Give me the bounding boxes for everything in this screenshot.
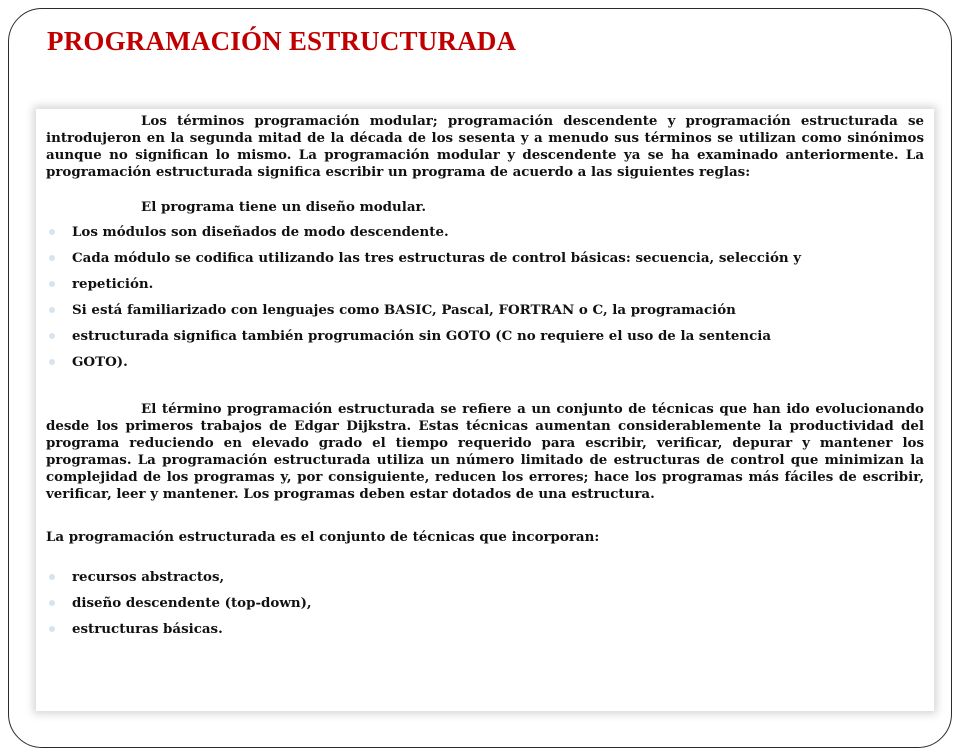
- bullet-icon: [49, 359, 55, 365]
- dijkstra-paragraph: El término programación estructurada se refiere a un conjunto de técnicas que han ido evolucionando desde los primeros trabajos de Edgar Dijkstra. Estas técnicas aumentan considerablemente la productividad del programa reduciendo en elevado grado el tiempo requerido para escribir, verificar, depurar y mantener los programas. La programación estructurada utiliza un número limitado de estructuras de control que minimizan la complejidad de los programas y, por consiguiente, reducen los errores; hace los programas más fáciles de escribir, verificar, leer y mantener. Los programas deben estar dotados de una estructura.: [46, 401, 924, 502]
- bullet-icon: [49, 255, 55, 261]
- bullet-icon: [49, 333, 55, 339]
- list-item: Cada módulo se codifica utilizando las tres estructuras de control básicas: secuencia, selección y: [46, 245, 924, 271]
- list-item: GOTO).: [46, 349, 924, 375]
- slide-title: PROGRAMACIÓN ESTRUCTURADA: [47, 26, 517, 56]
- bullet-icon: [49, 626, 55, 632]
- rule-intro: El programa tiene un diseño modular.: [141, 199, 427, 215]
- list-item: estructurada significa también progrumación sin GOTO (C no requiere el uso de la sentencia: [46, 323, 924, 349]
- bullet-icon: [49, 307, 55, 313]
- bullet-icon: [49, 281, 55, 287]
- list-item: recursos abstractos,: [46, 564, 924, 590]
- content-body: [46, 113, 924, 642]
- list-item: Los módulos son diseñados de modo descendente.: [46, 219, 924, 245]
- list-item: repetición.: [46, 271, 924, 297]
- rules-list: [46, 219, 924, 375]
- techniques-list: [46, 564, 924, 642]
- intro-paragraph: Los términos programación modular; programación descendente y programación estructurada se introdujeron en la segunda mitad de la década de los sesenta y a menudo sus términos se utilizan como sinónimos aunque no significan lo mismo. La programación modular y descendente ya se ha examinado anteriormente. La programación estructurada significa escribir un programa de acuerdo a las siguientes reglas:: [46, 113, 924, 180]
- bullet-icon: [49, 574, 55, 580]
- bullet-icon: [49, 229, 55, 235]
- bullet-icon: [49, 600, 55, 606]
- list-item: Si está familiarizado con lenguajes como BASIC, Pascal, FORTRAN o C, la programación: [46, 297, 924, 323]
- techniques-intro: La programación estructurada es el conjunto de técnicas que incorporan:: [46, 529, 600, 545]
- list-item: estructuras básicas.: [46, 616, 924, 642]
- list-item: diseño descendente (top-down),: [46, 590, 924, 616]
